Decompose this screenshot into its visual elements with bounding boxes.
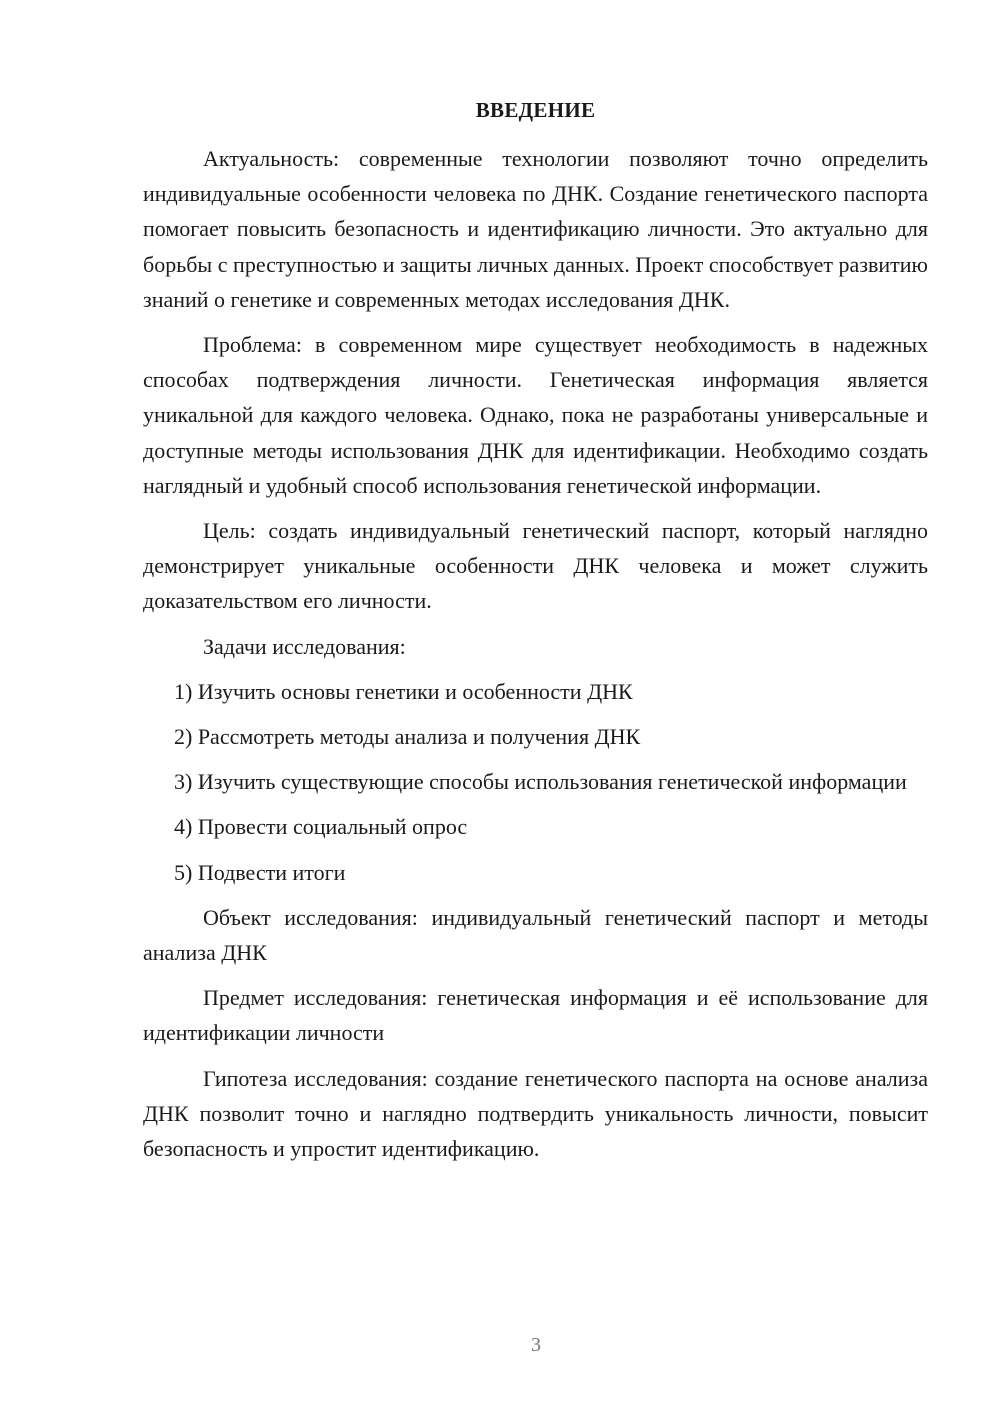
task-item: 3) Изучить существующие способы использования генетической информации xyxy=(174,769,907,795)
task-item: 2) Рассмотреть методы анализа и получения ДНК xyxy=(174,724,641,750)
paragraph-hypothesis: Гипотеза исследования: создание генетического паспорта на основе анализа ДНК позволит точно и наглядно подтвердить уникальность личности, повысит безопасность и упростит идентификацию. xyxy=(143,1065,928,1162)
paragraph-goal: Цель: создать индивидуальный генетический паспорт, который наглядно демонстрирует уникальные особенности ДНК человека и может служить доказательством его личности. xyxy=(143,518,928,614)
paragraph-tasks-heading: Задачи исследования: xyxy=(203,633,406,659)
page-title: ВВЕДЕНИЕ xyxy=(475,98,596,122)
task-item: 4) Провести социальный опрос xyxy=(174,814,468,840)
paragraph-object: Объект исследования: индивидуальный генетический паспорт и методы анализа ДНК xyxy=(143,904,928,966)
paragraph-subject: Предмет исследования: генетическая информация и её использование для идентификации личности xyxy=(143,985,928,1046)
paragraph-relevance: Актуальность: современные технологии позволяют точно определить индивидуальные особенности человека по ДНК. Создание генетического паспорта помогает повысить безопасность и идентификацию личности. Это актуально для борьбы с преступностью и защиты личных данных. Проект способствует развитию знаний о генетике и современных методах исследования ДНК. xyxy=(143,146,928,312)
task-item: 5) Подвести итоги xyxy=(174,859,346,885)
task-item: 1) Изучить основы генетики и особенности ДНК xyxy=(174,678,633,704)
page-number: 3 xyxy=(531,1334,541,1356)
document-body xyxy=(143,141,928,1166)
paragraph-problem: Проблема: в современном мире существует необходимость в надежных способах подтверждения личности. Генетическая информация является уникальной для каждого человека. Однако, пока не разработаны универсальные и доступные методы использования ДНК для идентификации. Необходимо создать наглядный и удобный способ использования генетической информации. xyxy=(143,332,928,498)
